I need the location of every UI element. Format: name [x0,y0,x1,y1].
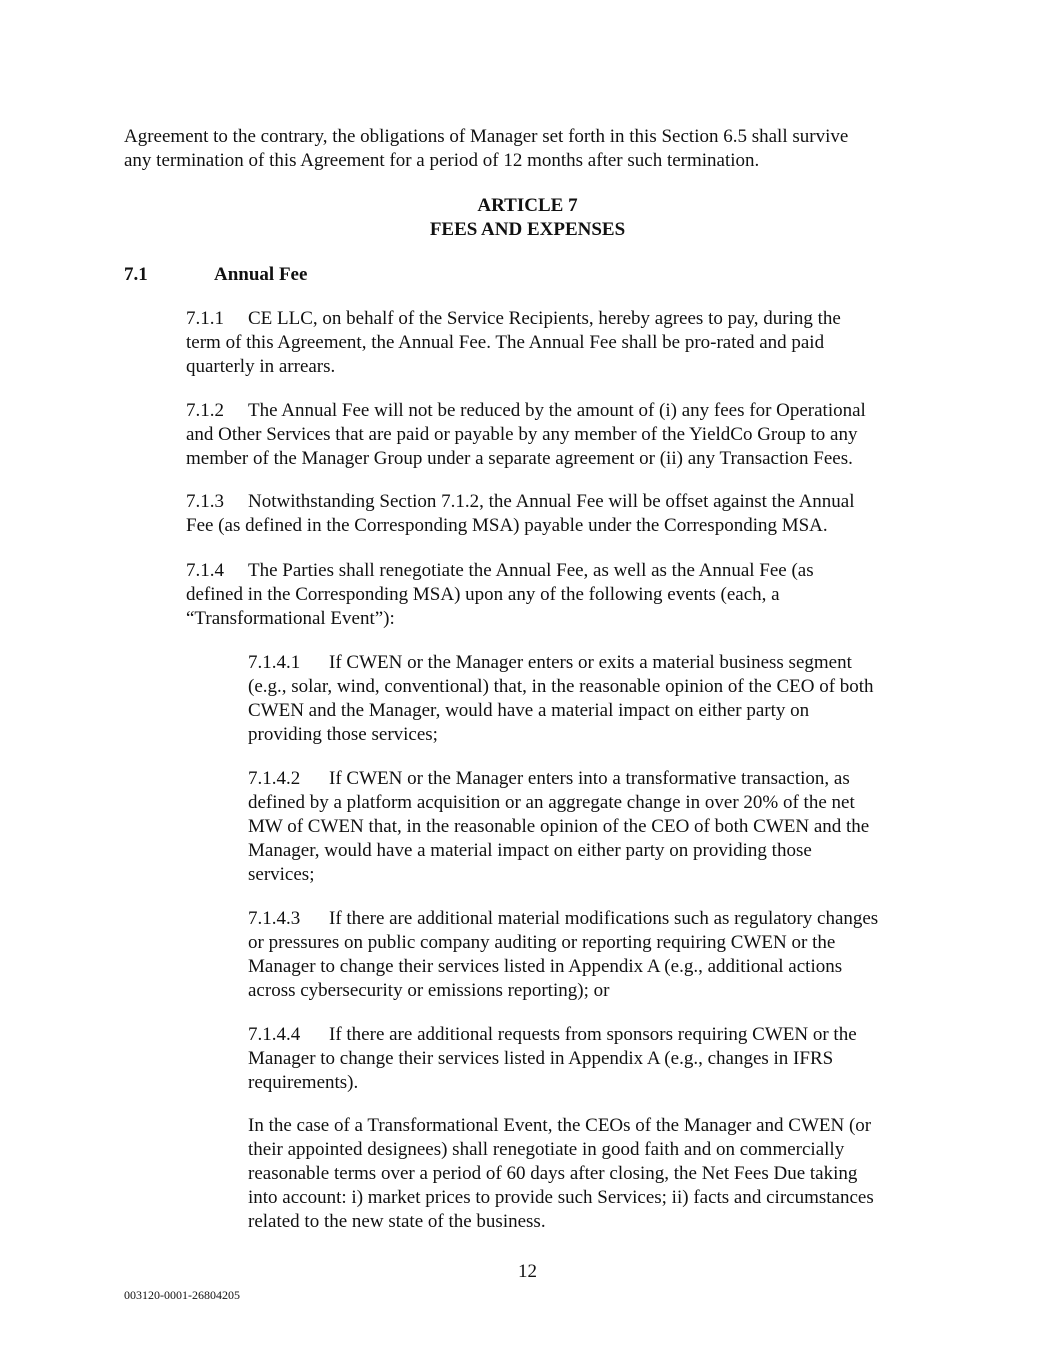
text-span: If CWEN or the Manager enters or exits a material business segment [329,652,852,673]
text-line: their appointed designees) shall renegotiate in good faith and on commercially [248,1139,845,1160]
text-line: Fee (as defined in the Corresponding MSA) payable under the Corresponding MSA. [186,515,828,536]
paragraph-number: 7.1.2 [186,400,224,421]
text-line: defined in the Corresponding MSA) upon any of the following events (each, a [186,584,780,605]
text-line: reasonable terms over a period of 60 days after closing, the Net Fees Due taking [248,1163,858,1184]
subparagraph-7-1-4-3 [248,907,878,1003]
subparagraph-7-1-4-4 [248,1023,857,1095]
text-line: and Other Services that are paid or payable by any member of the YieldCo Group to any [186,424,858,445]
text-line: Manager to change their services listed in Appendix A (e.g., changes in IFRS [248,1048,834,1069]
text-span: If there are additional requests from sponsors requiring CWEN or the [329,1024,857,1045]
text-line: Manager to change their services listed in Appendix A (e.g., additional actions [248,956,843,977]
text-line: any termination of this Agreement for a period of 12 months after such termination. [124,150,760,171]
text-span: Notwithstanding Section 7.1.2, the Annual Fee will be offset against the Annual [248,491,855,512]
subparagraph-number: 7.1.4.4 [248,1024,301,1045]
subparagraph-number: 7.1.4.3 [248,908,301,929]
text-line [248,907,878,931]
article-heading [0,194,1055,242]
paragraph-7-1-2 [186,399,866,471]
intro-paragraph [124,125,848,173]
text-line: member of the Manager Group under a separate agreement or (ii) any Transaction Fees. [186,448,853,469]
subparagraph-7-1-4-1 [248,651,874,747]
text-line: quarterly in arrears. [186,356,336,377]
page-number: 12 [518,1261,537,1282]
text-line: MW of CWEN that, in the reasonable opinion of the CEO of both CWEN and the [248,816,870,837]
article-title: FEES AND EXPENSES [429,219,626,240]
text-span: The Parties shall renegotiate the Annual Fee, as well as the Annual Fee (as [248,560,814,581]
text-line: requirements). [248,1072,359,1093]
text-line [186,559,814,583]
paragraph-7-1-4 [186,559,814,631]
paragraph-number: 7.1.4 [186,560,224,581]
text-line: related to the new state of the business. [248,1211,546,1232]
text-line [248,767,869,791]
text-span: If CWEN or the Manager enters into a transformative transaction, as [329,768,850,789]
section-heading [124,263,307,287]
text-span: The Annual Fee will not be reduced by the amount of (i) any fees for Operational [248,400,866,421]
text-line [186,399,866,423]
closing-paragraph [248,1114,874,1234]
text-line: CWEN and the Manager, would have a material impact on either party on [248,700,810,721]
text-line: In the case of a Transformational Event, the CEOs of the Manager and CWEN (or [248,1115,872,1136]
section-number: 7.1 [124,264,148,285]
text-line: “Transformational Event”): [186,608,395,629]
paragraph-number: 7.1.1 [186,308,224,329]
text-line: into account: i) market prices to provide such Services; ii) facts and circumstances [248,1187,874,1208]
text-line: term of this Agreement, the Annual Fee. The Annual Fee shall be pro-rated and paid [186,332,825,353]
paragraph-7-1-1 [186,307,841,379]
text-line: or pressures on public company auditing or reporting requiring CWEN or the [248,932,836,953]
subparagraph-number: 7.1.4.1 [248,652,301,673]
text-line: services; [248,864,315,885]
text-line: (e.g., solar, wind, conventional) that, in the reasonable opinion of the CEO of both [248,676,874,697]
subparagraph-7-1-4-2 [248,767,869,887]
text-line: defined by a platform acquisition or an aggregate change in over 20% of the net [248,792,855,813]
text-line: Agreement to the contrary, the obligations of Manager set forth in this Section 6.5 shall survive [124,126,849,147]
text-line [186,307,841,331]
text-line: Manager, would have a material impact on either party on providing those [248,840,812,861]
subparagraph-number: 7.1.4.2 [248,768,301,789]
text-line: across cybersecurity or emissions reporting); or [248,980,610,1001]
article-number: ARTICLE 7 [477,195,578,216]
text-span: CE LLC, on behalf of the Service Recipients, hereby agrees to pay, during the [248,308,841,329]
text-line [248,651,874,675]
document-id: 003120-0001-26804205 [124,1288,240,1302]
text-line: providing those services; [248,724,438,745]
text-line [186,490,855,514]
text-line [248,1023,857,1047]
paragraph-number: 7.1.3 [186,491,224,512]
text-span: If there are additional material modifications such as regulatory changes [329,908,879,929]
paragraph-7-1-3 [186,490,855,538]
section-title: Annual Fee [214,264,308,285]
